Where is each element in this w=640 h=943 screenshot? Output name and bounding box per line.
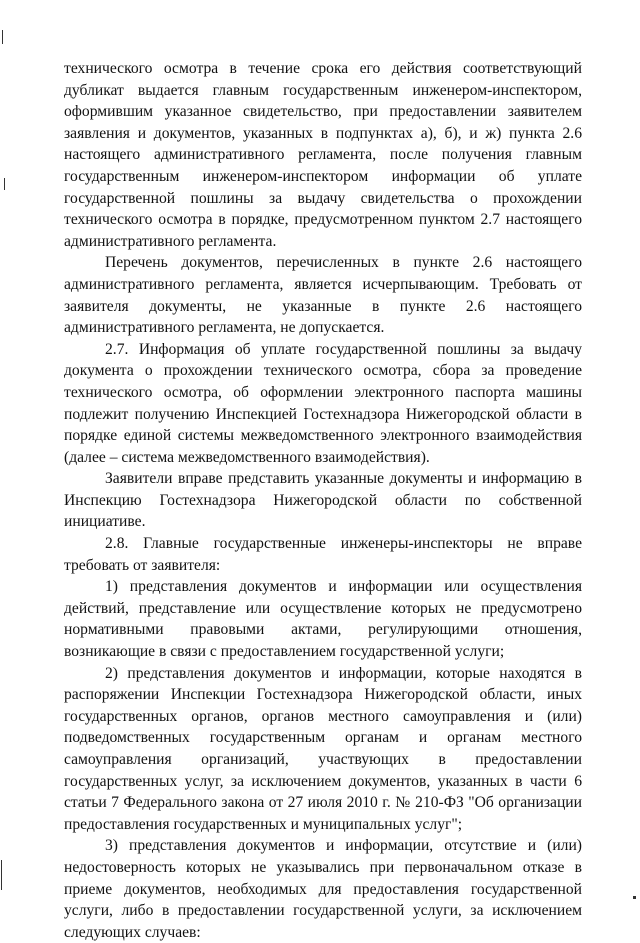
scan-edge-mark: [1, 860, 2, 890]
scan-dot-mark: [633, 896, 636, 899]
paragraph-applicants-right: Заявители вправе представить указанные документы и информацию в Инспекцию Гостехнадзора Нижегородской области по собственной инициативе.: [64, 470, 582, 531]
scan-edge-mark: [2, 30, 3, 44]
paragraph-section-2-7: 2.7. Информация об уплате государственной пошлины за выдачу документа о прохождении технического осмотра, сбора за проведение технического осмотра, об оформлении электронного паспорта машины подлежит получению Инспекцией Гостехнадзора Нижегородской области в порядке единой системы межведомственного электронного взаимодействия (далее – система межведомственного взаимодействия).: [64, 340, 582, 466]
paragraph-duplicate-certificate: технического осмотра в течение срока его действия соответствующий дубликат выдается главным государственным инженером-инспектором, оформившим указанное свидетельство, при предоставлении заявителем заявления и документов, указанных в подпунктах а), б), и ж) пункта 2.6 настоящего административного регламента, после получения главным государственным инженером-инспектором информации об уплате государственной пошлины за выдачу свидетельства о прохождении технического осмотра в порядке, предусмотренном пунктом 2.7 настоящего административного регламента.: [64, 60, 582, 250]
document-page: [64, 58, 582, 943]
list-item-2: 2) представления документов и информации, которые находятся в распоряжении Инспекции Гостехнадзора Нижегородской области, иных государственных органов, органов местного самоуправления и (или) подведомственных государственным органам и органам местного самоуправления организаций, участвующих в предоставлении государственных услуг, за исключением документов, указанных в части 6 статьи 7 Федерального закона от 27 июля 2010 г. № 210-ФЗ "Об организации предоставления государственных и муниципальных услуг";: [64, 664, 582, 833]
scan-edge-mark: [4, 178, 5, 190]
paragraph-section-2-8: 2.8. Главные государственные инженеры-инспекторы не вправе требовать от заявителя:: [64, 535, 582, 574]
list-item-3: 3) представления документов и информации, отсутствие и (или) недостоверность которых не указывались при первоначальном отказе в приеме документов, необходимых для предоставления государственной услуги, либо в предоставлении государственной услуги, за исключением следующих случаев:: [64, 837, 582, 941]
list-item-1: 1) представления документов и информации или осуществления действий, представление или осуществление которых не предусмотрено нормативными правовыми актами, регулирующими отношения, возникающие в связи с предоставлением государственной услуги;: [64, 578, 582, 661]
paragraph-documents-list: Перечень документов, перечисленных в пункте 2.6 настоящего административного регламента, является исчерпывающим. Требовать от заявителя документы, не указанные в пункте 2.6 настоящего административного регламента, не допускается.: [64, 254, 582, 337]
